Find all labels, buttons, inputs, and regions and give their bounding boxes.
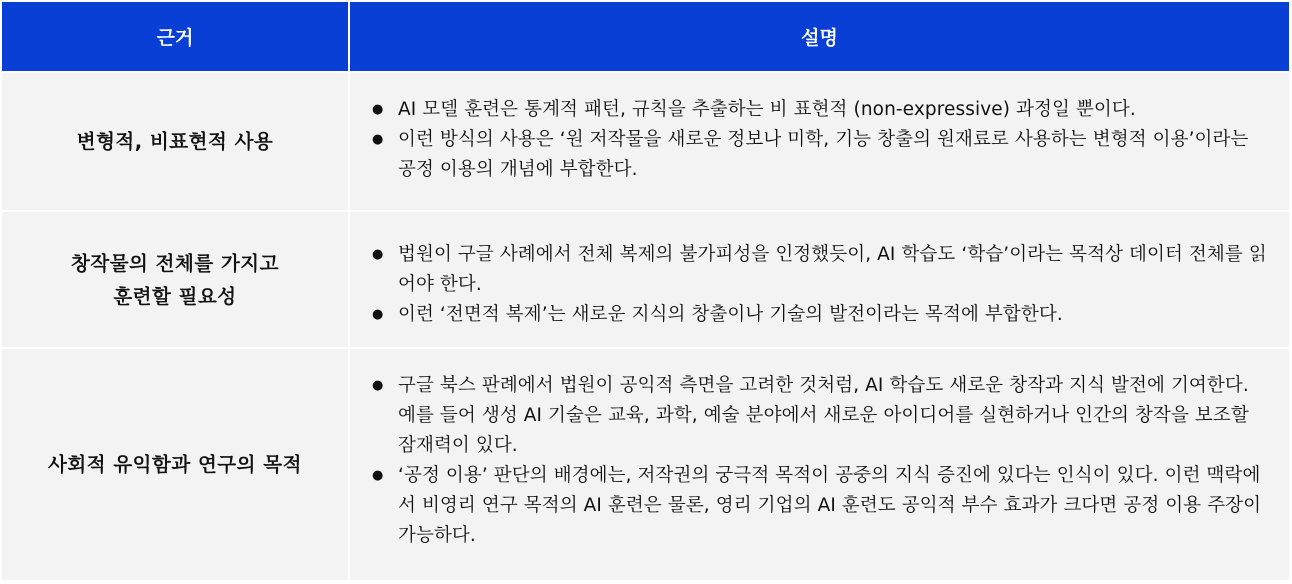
list-item-text: 구글 북스 판례에서 법원이 공익적 측면을 고려한 것처럼, AI 학습도 새로운 창작과 지식 발전에 기여한다. 예를 들어 생성 AI 기술은 교육, 과학, 예술 분야에서 새로운 아이디어를 실현하거나 인간의 창작을 보조할 잠재력이 있다. bbox=[398, 375, 1249, 456]
bullet-icon: ● bbox=[372, 307, 384, 322]
list-item bbox=[350, 461, 1289, 551]
bullet-icon: ● bbox=[372, 102, 384, 117]
list-item bbox=[350, 125, 1289, 185]
bullet-icon: ● bbox=[372, 468, 384, 483]
basis-cell bbox=[2, 73, 350, 210]
basis-line: 변형적, 비표현적 사용 bbox=[76, 130, 274, 153]
description-list bbox=[350, 95, 1289, 185]
table-header-row bbox=[2, 2, 1289, 73]
list-item bbox=[350, 300, 1289, 330]
list-item-text: 이런 ‘전면적 복제’는 새로운 지식의 창출이나 기술의 발전이라는 목적에 부합한다. bbox=[398, 304, 1063, 325]
list-item-text: ‘공정 이용’ 판단의 배경에는, 저작권의 궁극적 목적이 공중의 지식 증진에 있다는 인식이 있다. 이런 맥락에서 비영리 연구 목적의 AI 훈련은 물론, 영리 기업의 AI 훈련도 공익적 부수 효과가 크다면 공정 이용 주장이 가능하다. bbox=[398, 465, 1262, 546]
description-list bbox=[350, 240, 1289, 330]
header-description: 설명 bbox=[801, 27, 838, 49]
header-basis: 근거 bbox=[2, 2, 350, 71]
basis-line: 훈련할 필요성 bbox=[113, 284, 237, 308]
list-item bbox=[350, 240, 1289, 300]
list-item-text: 이런 방식의 사용은 ‘원 저작물을 새로운 정보나 미학, 기능 창출의 원재료로 사용하는 변형적 이용’이라는 공정 이용의 개념에 부합한다. bbox=[398, 129, 1249, 180]
comparison-table bbox=[2, 2, 1289, 582]
list-item-text: 법원이 구글 사례에서 전체 복제의 불가피성을 인정했듯이, AI 학습도 ‘학습’이라는 목적상 데이터 전체를 읽어야 한다. bbox=[398, 244, 1267, 295]
basis-line: 창작물의 전체를 가지고 bbox=[71, 251, 279, 275]
basis-text bbox=[77, 125, 274, 158]
basis-cell bbox=[2, 349, 350, 580]
list-item-text: AI 모델 훈련은 통계적 패턴, 규칙을 추출하는 비 표현적 (non-expressive) 과정일 뿐이다. bbox=[398, 99, 1136, 120]
basis-line: 사회적 유익함과 연구의 목적 bbox=[48, 453, 302, 476]
table-row bbox=[2, 349, 1289, 582]
basis-text bbox=[48, 448, 302, 481]
description-cell bbox=[350, 349, 1289, 580]
description-cell bbox=[350, 212, 1289, 347]
bullet-icon: ● bbox=[372, 247, 384, 262]
list-item bbox=[350, 95, 1289, 125]
table-row bbox=[2, 212, 1289, 349]
basis-cell bbox=[2, 212, 350, 347]
list-item bbox=[350, 371, 1289, 461]
bullet-icon: ● bbox=[372, 132, 384, 147]
table-row bbox=[2, 73, 1289, 212]
bullet-icon: ● bbox=[372, 378, 384, 393]
description-cell bbox=[350, 73, 1289, 210]
description-list bbox=[350, 371, 1289, 551]
basis-text bbox=[71, 247, 279, 313]
